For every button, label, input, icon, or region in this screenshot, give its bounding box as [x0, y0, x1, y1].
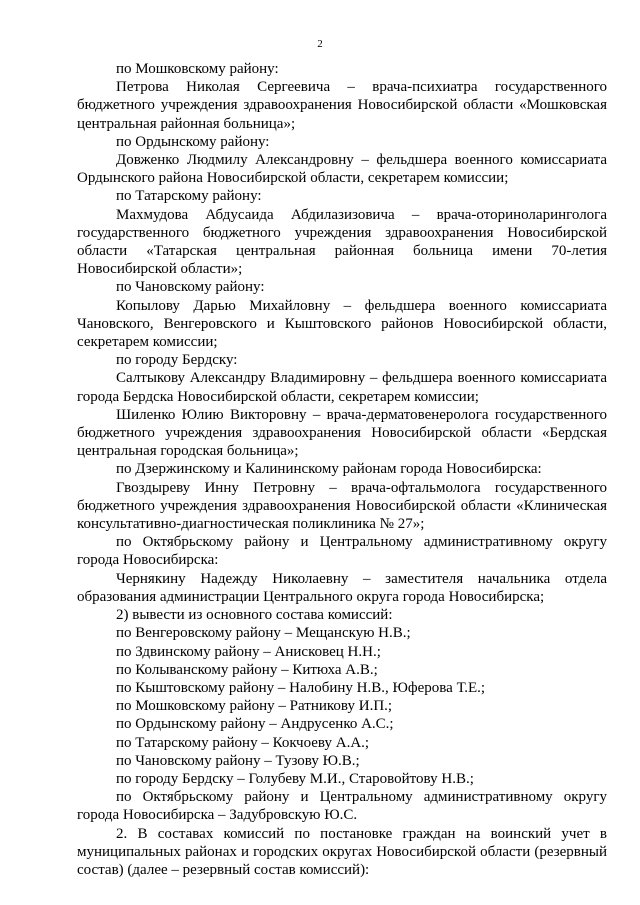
member-entry: Копылову Дарью Михайловну – фельдшера военного комиссариата Чановского, Венгеровского и Кыштовского районов Новосибирской области, секретарем комиссии; [77, 297, 607, 351]
district-heading: по Октябрьскому району и Центральному административному округу города Новосибирска: [77, 534, 607, 569]
district-heading: по Дзержинскому и Калининскому районам города Новосибирска: [116, 461, 542, 478]
district-heading: по городу Бердску: [116, 352, 238, 369]
section-paragraph: 2. В составах комиссий по постановке граждан на воинский учет в муниципальных районах и городских округах Новосибирской области (резервный состав) (далее – резервный состав комиссий): [77, 825, 607, 878]
removal-entry: по Венгеровскому району – Мещанскую Н.В.; [116, 625, 411, 642]
removal-entry: по городу Бердску – Голубеву М.И., Старовойтову Н.В.; [116, 770, 474, 787]
removal-entry: по Чановскому району – Тузову Ю.В.; [116, 752, 360, 769]
document-body [77, 60, 607, 879]
member-entry: Чернякину Надежду Николаевну – заместителя начальника отдела образования администрации Центрального округа города Новосибирска; [77, 570, 607, 605]
district-heading: по Чановскому району: [116, 279, 265, 296]
removal-entry: по Здвинскому району – Анисковец Н.Н.; [116, 643, 381, 660]
member-entry: Гвоздыреву Инну Петровну – врача-офтальмолога государственного бюджетного учреждения здравоохранения Новосибирской области «Клиническая консультативно-диагностическая поликлиника № 27»; [77, 479, 607, 533]
district-heading: по Мошковскому району: [116, 61, 279, 77]
member-entry: Махмудова Абдусаида Абдилазизовича – врача-оториноларинголога государственного бюджетного учреждения здравоохранения Новосибирской области «Татарская центральная районная больница имени 70-летия Новосибирской области»; [77, 206, 607, 278]
removal-entry: по Колыванскому району – Китюха А.В.; [116, 661, 378, 678]
removal-entry: по Октябрьскому району и Центральному административному округу города Новосибирска – Задубровскую Ю.С. [77, 789, 607, 824]
district-heading: по Ордынскому району: [116, 133, 270, 150]
district-heading: по Татарскому району: [116, 188, 262, 205]
section-subheading: 2) вывести из основного состава комиссий: [116, 607, 393, 624]
page-number: 2 [317, 38, 323, 50]
removal-entry: по Татарскому району – Кокчоеву А.А.; [116, 734, 370, 751]
member-entry: Салтыкову Александру Владимировну – фельдшера военного комиссариата города Бердска Новосибирской области, секретарем комиссии; [77, 370, 607, 405]
removal-entry: по Мошковскому району – Ратникову И.П.; [116, 698, 393, 715]
removal-entry: по Кыштовскому району – Налобину Н.В., Юферова Т.Е.; [116, 679, 486, 696]
member-entry: Шиленко Юлию Викторовну – врача-дерматовенеролога государственного бюджетного учреждения здравоохранения Новосибирской области «Бердская центральная городская больница»; [77, 406, 607, 460]
member-entry: Петрова Николая Сергеевича – врача-психиатра государственного бюджетного учреждения здравоохранения Новосибирской области «Мошковская центральная районная больница»; [77, 79, 607, 132]
member-entry: Довженко Людмилу Александровну – фельдшера военного комиссариата Ордынского района Новосибирской области, секретарем комиссии; [77, 152, 607, 187]
removal-entry: по Ордынскому району – Андрусенко А.С.; [116, 716, 394, 733]
